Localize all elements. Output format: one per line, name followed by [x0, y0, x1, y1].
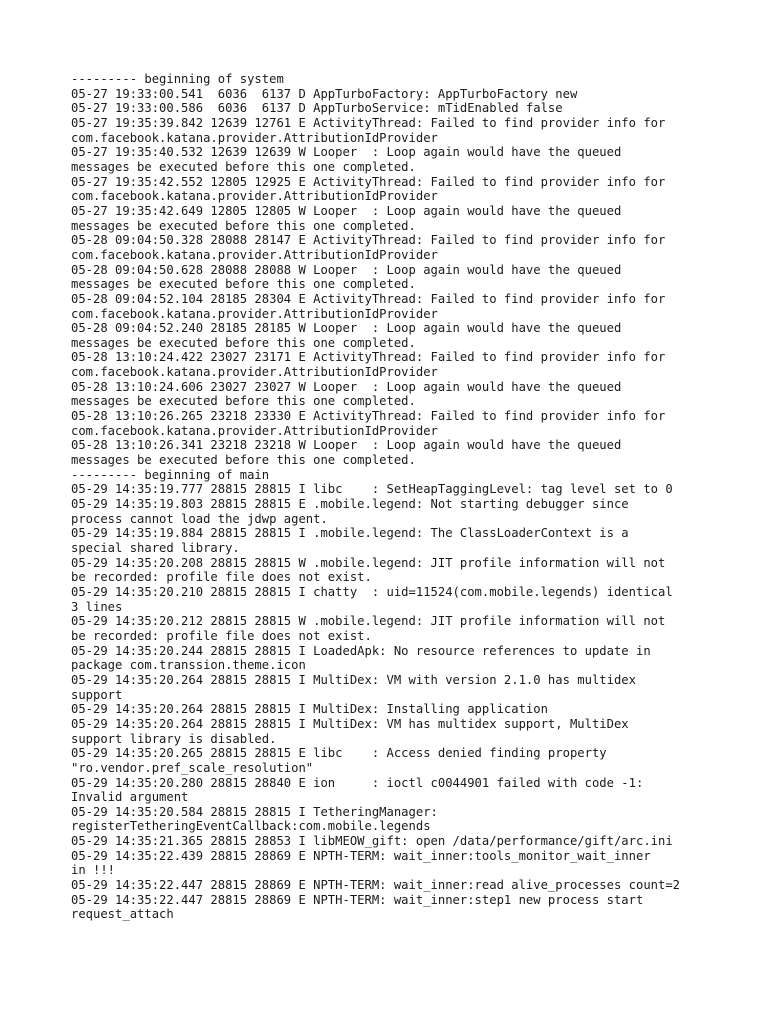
log-line: 05-27 19:33:00.541 6036 6137 D AppTurboFactory: AppTurboFactory new: [71, 86, 578, 101]
log-line: 05-29 14:35:19.777 28815 28815 I libc : SetHeapTaggingLevel: tag level set to 0: [71, 482, 673, 497]
log-line: special shared library.: [71, 541, 240, 555]
log-line: com.facebook.katana.provider.AttributionIdProvider: [71, 365, 438, 380]
log-line: 05-29 14:35:20.265 28815 28815 E libc : Access denied finding property: [71, 746, 607, 761]
log-document: [71, 72, 711, 922]
log-line: 05-28 13:10:24.606 23027 23027 W Looper : Loop again would have the queued: [71, 379, 622, 394]
log-line: 05-28 09:04:50.628 28088 28088 W Looper : Loop again would have the queued: [71, 262, 622, 277]
log-line: com.facebook.katana.provider.AttributionIdProvider: [71, 423, 438, 438]
log-line: support library is disabled.: [71, 731, 277, 746]
log-line: in !!!: [71, 863, 116, 878]
log-line: messages be executed before this one completed.: [71, 277, 416, 292]
log-line: com.facebook.katana.provider.AttributionIdProvider: [71, 247, 438, 262]
log-line: 05-29 14:35:19.803 28815 28815 E .mobile.legend: Not starting debugger since: [71, 497, 629, 512]
log-line: 05-27 19:33:00.586 6036 6137 D AppTurboService: mTidEnabled false: [71, 101, 563, 116]
log-line: 05-29 14:35:21.365 28815 28853 I libMEOW_gift: open /data/performance/gift/arc.ini: [71, 834, 673, 849]
log-line: package com.transsion.theme.icon: [71, 658, 306, 673]
log-line: 05-29 14:35:20.210 28815 28815 I chatty : uid=11524(com.mobile.legends) identical: [71, 584, 673, 599]
log-line: 05-27 19:35:42.552 12805 12925 E ActivityThread: Failed to find provider info for: [71, 174, 666, 189]
log-line: messages be executed before this one completed.: [71, 159, 416, 174]
log-line: 05-27 19:35:40.532 12639 12639 W Looper : Loop again would have the queued: [71, 145, 622, 160]
log-line: 05-29 14:35:22.439 28815 28869 E NPTH-TERM: wait_inner:tools_monitor_wait_inner: [71, 848, 651, 863]
log-line: 05-28 13:10:24.422 23027 23171 E ActivityThread: Failed to find provider info for: [71, 350, 666, 365]
log-line: Invalid argument: [71, 790, 189, 805]
log-line: "ro.vendor.pref_scale_resolution": [71, 760, 314, 775]
log-line: messages be executed before this one completed.: [71, 218, 416, 233]
log-line: com.facebook.katana.provider.AttributionIdProvider: [71, 130, 438, 145]
log-line: process cannot load the jdwp agent.: [71, 511, 328, 526]
log-line: 05-29 14:35:22.447 28815 28869 E NPTH-TERM: wait_inner:step1 new process start: [71, 892, 644, 907]
log-line: 05-28 09:04:52.104 28185 28304 E ActivityThread: Failed to find provider info for: [71, 291, 666, 306]
log-line: 05-29 14:35:20.584 28815 28815 I TetheringManager:: [71, 804, 438, 819]
log-line: 05-29 14:35:22.447 28815 28869 E NPTH-TERM: wait_inner:read alive_processes count=2: [71, 878, 681, 893]
log-line: 05-28 13:10:26.265 23218 23330 E ActivityThread: Failed to find provider info for: [71, 409, 666, 424]
log-line: 05-29 14:35:20.264 28815 28815 I MultiDex: Installing application: [71, 702, 548, 717]
log-line: be recorded: profile file does not exist.: [71, 570, 372, 585]
log-line: 05-29 14:35:20.280 28815 28840 E ion : ioctl c0044901 failed with code -1:: [71, 775, 644, 790]
log-line: 05-29 14:35:20.264 28815 28815 I MultiDex: VM has multidex support, MultiDex: [71, 716, 629, 731]
log-line: request_attach: [71, 907, 174, 922]
log-line: 05-27 19:35:39.842 12639 12761 E ActivityThread: Failed to find provider info for: [71, 115, 666, 130]
log-line: messages be executed before this one completed.: [71, 394, 416, 409]
log-line: 05-29 14:35:20.212 28815 28815 W .mobile.legend: JIT profile information will not: [71, 614, 666, 629]
log-line: --------- beginning of main: [71, 467, 270, 482]
log-line: 05-29 14:35:20.264 28815 28815 I MultiDex: VM with version 2.1.0 has multidex: [71, 672, 636, 687]
log-line: messages be executed before this one completed.: [71, 453, 416, 468]
log-line: support: [71, 687, 123, 702]
log-line: messages be executed before this one completed.: [71, 335, 416, 350]
log-line: com.facebook.katana.provider.AttributionIdProvider: [71, 189, 438, 204]
log-line: --------- beginning of system: [71, 72, 284, 86]
log-line: 05-29 14:35:19.884 28815 28815 I .mobile.legend: The ClassLoaderContext is a: [71, 526, 629, 541]
log-line: 3 lines: [71, 599, 123, 614]
log-line: 05-29 14:35:20.208 28815 28815 W .mobile.legend: JIT profile information will not: [71, 555, 666, 570]
log-line: com.facebook.katana.provider.AttributionIdProvider: [71, 306, 438, 321]
log-line: 05-28 13:10:26.341 23218 23218 W Looper : Loop again would have the queued: [71, 438, 622, 453]
log-line: 05-28 09:04:50.328 28088 28147 E ActivityThread: Failed to find provider info for: [71, 233, 666, 248]
log-line: be recorded: profile file does not exist.: [71, 628, 372, 643]
log-line: 05-27 19:35:42.649 12805 12805 W Looper : Loop again would have the queued: [71, 203, 622, 218]
log-line: 05-28 09:04:52.240 28185 28185 W Looper : Loop again would have the queued: [71, 321, 622, 336]
log-line: 05-29 14:35:20.244 28815 28815 I LoadedApk: No resource references to update in: [71, 643, 651, 658]
log-line: registerTetheringEventCallback:com.mobile.legends: [71, 819, 431, 834]
